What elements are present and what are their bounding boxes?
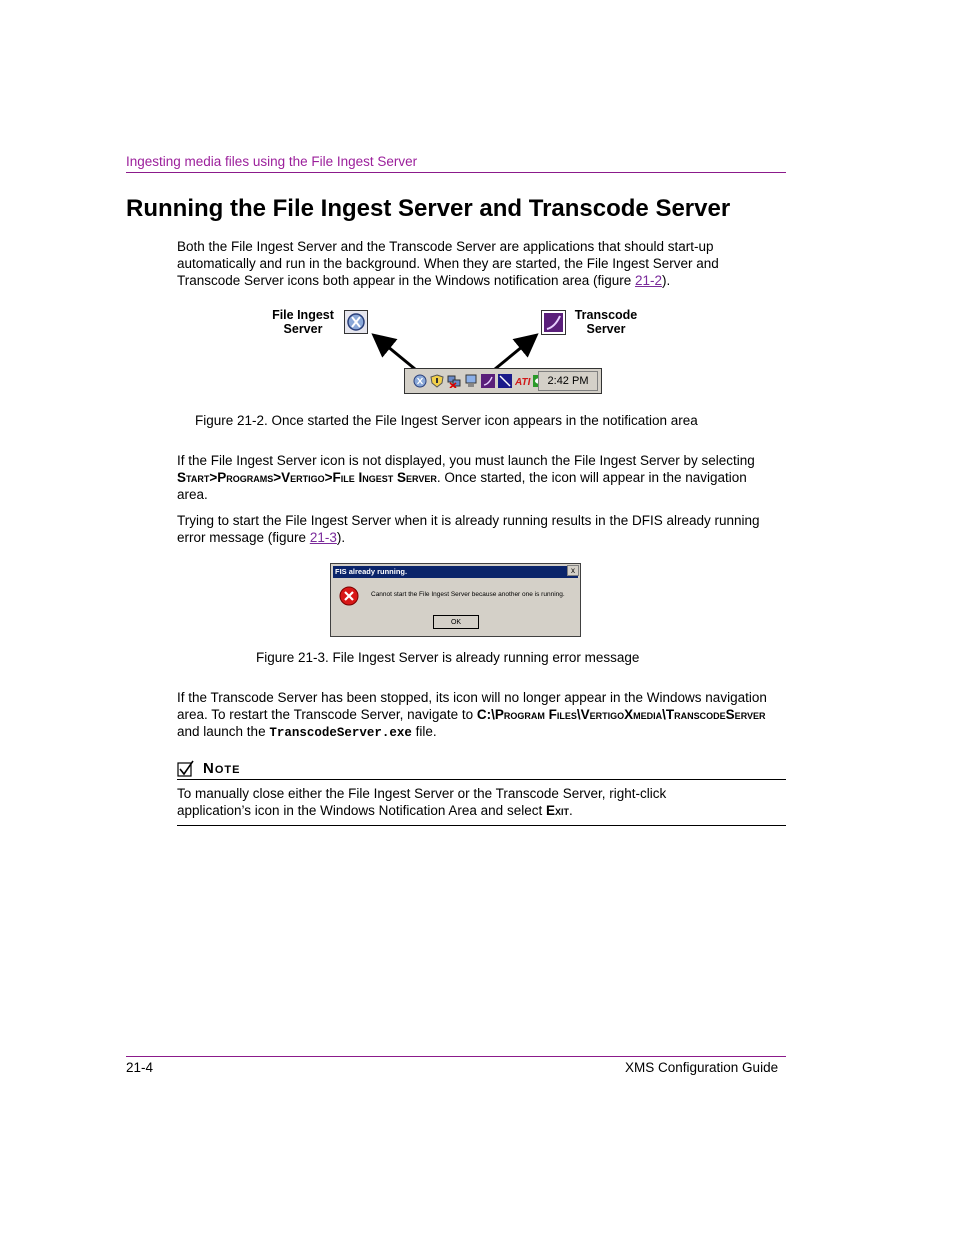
note-top-rule <box>177 779 786 780</box>
header-divider <box>126 172 786 173</box>
error-paragraph: Trying to start the File Ingest Server when it is already running results in the DFIS already running error message (figure 21-3). <box>177 513 760 545</box>
transcode-icon[interactable] <box>481 374 495 388</box>
exit-menu: Exit <box>545 803 569 818</box>
ati-icon[interactable] <box>515 374 529 388</box>
note-bottom-rule <box>177 825 786 826</box>
dialog-close-button[interactable]: x <box>567 565 579 576</box>
file-ingest-label: File Ingest Server <box>272 308 334 336</box>
network-icon[interactable] <box>447 374 461 388</box>
checkbox-icon <box>177 760 197 780</box>
figure-21-3-caption: Figure 21-3. File Ingest Server is already running error message <box>256 650 640 665</box>
arrow-right <box>495 337 534 369</box>
figure-21-3-link[interactable]: 21-3 <box>309 530 337 545</box>
note-heading: Note <box>203 760 241 777</box>
ok-button[interactable]: OK <box>433 615 479 629</box>
note-text: To manually close either the File Ingest Server or the Transcode Server, right-click application’s icon in the Windows Notification Area and select Exit. <box>177 786 667 818</box>
notification-area <box>404 368 602 394</box>
figure-21-2-link[interactable]: 21-2 <box>635 273 663 288</box>
ati-icon[interactable] <box>498 374 512 388</box>
tray-clock[interactable]: 2:42 PM <box>538 371 598 391</box>
dialog-message: Cannot start the File Ingest Server because another one is running. <box>371 591 565 598</box>
menu-path: Start>Programs>Vertigo>File Ingest Server <box>177 470 437 485</box>
footer-divider <box>126 1056 786 1057</box>
install-path: C:\Program Files\VertigoXmedia\TranscodeServer <box>476 707 766 722</box>
arrow-left <box>376 337 415 369</box>
monitor-icon[interactable] <box>464 374 478 388</box>
running-header: Ingesting media files using the File Ingest Server <box>126 154 418 169</box>
svg-text:ATI: ATI <box>515 377 531 388</box>
section-title: Running the File Ingest Server and Transcode Server <box>126 195 731 222</box>
exe-filename: TranscodeServer.exe <box>269 726 412 740</box>
file-ingest-icon[interactable] <box>413 374 427 388</box>
restart-paragraph: If the Transcode Server has been stopped, its icon will no longer appear in the Windows navigation area. To restart the Transcode Server, navigate to C:\Program Files\VertigoXmedia\TranscodeServer and launch the TranscodeServer.exe file. <box>177 690 767 740</box>
intro-paragraph: Both the File Ingest Server and the Transcode Server are applications that should start-up automatically and run in the background. When they are started, the File Ingest Server and Transcode Server icons both appear in the Windows notification area (figure 21-2). <box>177 239 719 288</box>
transcode-label: Transcode Server <box>574 308 638 336</box>
figure-21-2-caption: Figure 21-2. Once started the File Ingest Server icon appears in the notification area <box>195 413 698 428</box>
error-dialog <box>330 563 581 637</box>
dialog-title: FIS already running. <box>333 566 578 578</box>
doc-title: XMS Configuration Guide <box>625 1060 779 1075</box>
page-number: 21-4 <box>126 1060 154 1075</box>
shield-icon[interactable] <box>430 374 444 388</box>
launch-paragraph: If the File Ingest Server icon is not displayed, you must launch the File Ingest Server by selecting Start>Programs>Vertigo>File Ingest Server. Once started, the icon will appear in the navigation area. <box>177 453 755 502</box>
error-icon <box>339 586 359 606</box>
